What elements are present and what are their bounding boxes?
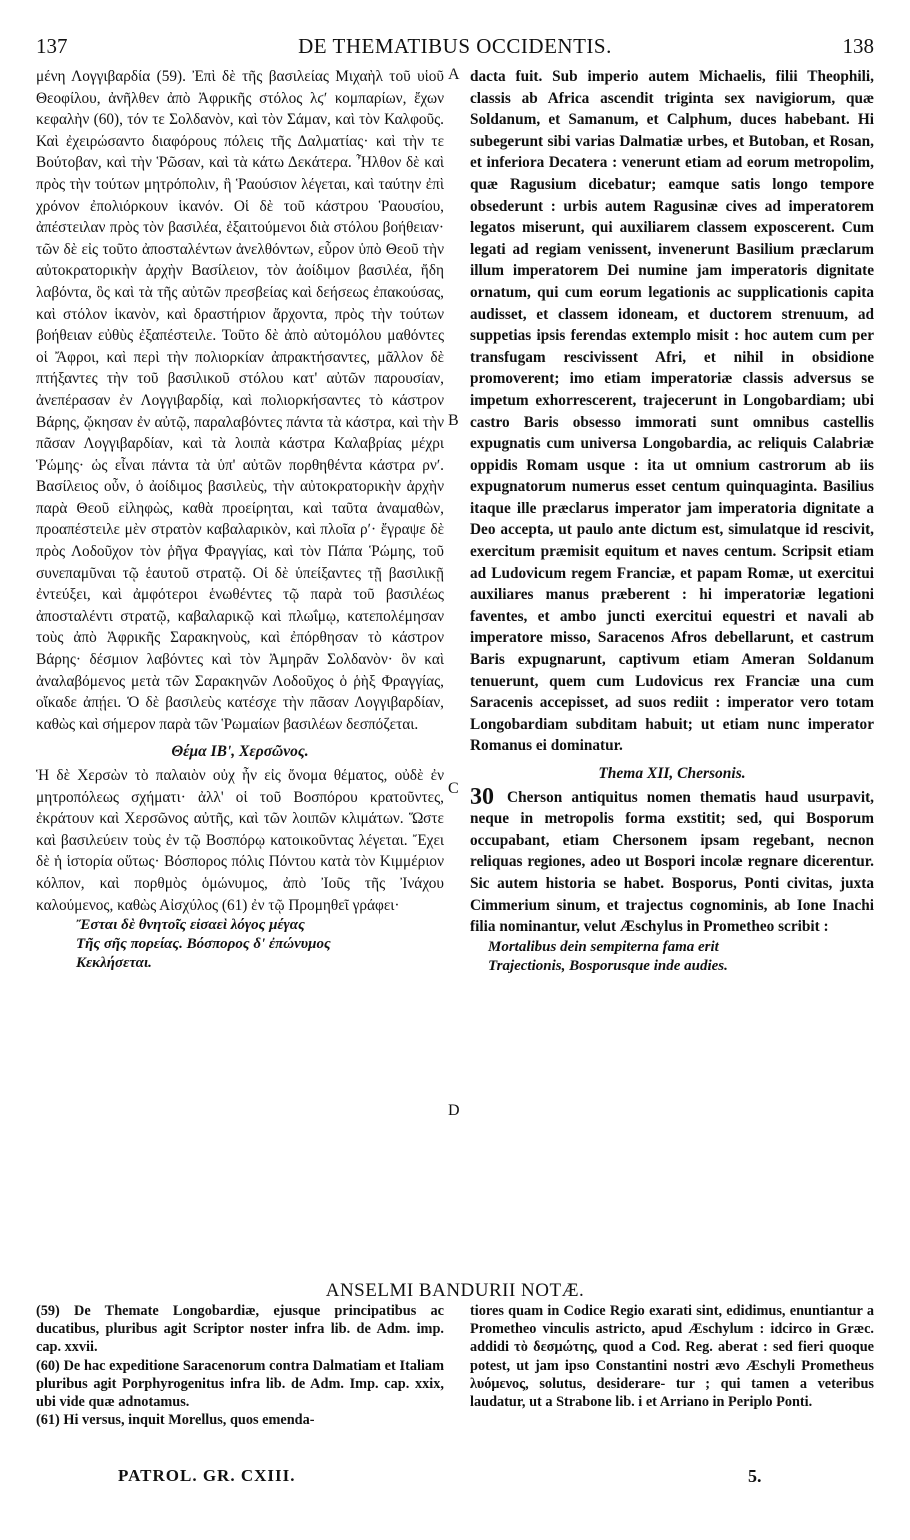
- section-number: 30: [470, 783, 494, 810]
- note-61-continued: tiores quam in Codice Regio exarati sint, edidimus, enuntiantur a Prometheo vinculis astricto, apud Æschylum : idcirco in Græc. addidi τὸ δεσμώτης, quod a Cod. Reg. aberat : sed fieri quoque potest, ut jam ipso Constantini nostri ævo Æschyli Prometheus λυόμενος, solutus, desiderare- tur ; qui tamen a veteribus laudatur, ut a Strabone lib. i et Arriano in Periplo Ponti.: [470, 1303, 874, 1411]
- note-59: (59) De Themate Longobardiæ, ejusque principatibus ac ducatibus, pluribus agit Scriptor noster infra lib. de Adm. imp. cap. xxvii.: [36, 1303, 444, 1356]
- note-61: (61) Hi versus, inquit Morellus, quos emenda-: [36, 1412, 315, 1429]
- latin-column: [470, 66, 874, 976]
- running-header: [36, 34, 874, 60]
- greek-verse-line: Κεκλήσεται.: [76, 955, 152, 972]
- page-number-right: 138: [842, 34, 874, 58]
- latin-verse: [488, 938, 874, 976]
- latin-section-title: Thema XII, Chersonis.: [598, 765, 746, 782]
- running-title: DE THEMATIBUS OCCIDENTIS.: [298, 34, 612, 58]
- notes-left-column: [36, 1302, 444, 1429]
- latin-verse-line: Mortalibus dein sempiterna fama erit: [488, 938, 719, 955]
- footer-signature: 5.: [748, 1466, 762, 1486]
- greek-verse: [76, 916, 444, 973]
- latin-paragraph-1: dacta fuit. Sub imperio autem Michaelis, filii Theophili, classis ab Africa ascendit triginta sex navigiorum, quæ Soldanum, et Samanum, et Calphum, duces habebant. Hi subegerunt sibi varias Dalmatiæ urbes, et Butoban, et Rosan, et inferiora Decatera : venerunt etiam ad eorum metropolim, quæ Ragusium dicebatur; eamque satis longo tempore obsederunt : urbis autem Ragusinæ cives ad imperatorem legatos miserunt, qui auxiliarem classem exposcerent. Cum legati ad regiam venissent, invenerunt Basilium præclarum illum imperatorem Dei numine jam imperatoris dignitate ornatum, qui cum eorum legationis ac supplicationis capita audisset, et classem idoneam, et ductorem strenuum, ad suppetias ipsis ferendas extemplo misit : hoc autem cum per transfugam rescivissent Afri, et nihil in obsidione promoverent; imo etiam imperatoriæ classis adversus se impetum exhorrescerent, trajecerunt in Longobardiam; ubi castro Baris obsesso immorati sunt omnibus castellis expugnatis cum universa Longobardia, ac reliquis Calabriæ oppidis Romam usque : ita ut omnium castrorum ab iis expugnatorum numerus esset centum quinquaginta. Basilius itaque ille præclarus imperator jam imperatoria dignitate a Deo accepta, ut paulo ante dictum est, simulatque id rescivit, exercitum præmisit equitum et naves centum. Scripsit etiam ad Ludovicum regem Franciæ, et papam Romæ, ut exercitui auxiliares manus præberent : hi imperatoriæ legationi faventes, et ambo juncti exercitui equestri et navali ab imperatore misso, Saracenos Afros debellarunt, et castrum Baris expugnarunt, captivum etiam Ameran Soldanum tenuerunt, quem cum Ludovicus rex Franciæ una cum Saracenis accepisset, ad suos rediit : imperator vero totam Longobardiam subditam habuit; ut etiam nunc imperator Romanus ei dominatur.: [470, 68, 874, 755]
- greek-section-title: Θέμα ΙΒʹ, Χερσῶνος.: [171, 743, 309, 761]
- latin-paragraph-2-text: Cherson antiquitus nomen thematis haud usurpavit, neque in metropolis forma exstitit; sed, qui Bosporum occupabant, etiam Chersonem ipsam regebant, necnon reliquas regiones, adeo ut Bospori incolæ regnare dicerentur. Sic autem historia se habet. Bosporus, Ponti civitas, juxta Cimmerium sinum, et trajectus cognominis, ab Ione Inachi filia nominantur, velut Æschylus in Prometheo scribit :: [470, 788, 874, 936]
- margin-mark-c: C: [448, 780, 459, 797]
- greek-paragraph-2: Ἡ δὲ Χερσὼν τὸ παλαιὸν οὐχ ἦν εἰς ὄνομα θέματος, οὐδὲ ἐν μητροπόλεως σχήματι· ἀλλ' οἱ τοῦ Βοσπόρου κρατοῦντες, ἐκράτουν καὶ Χερσῶνος αὐτῆς, καὶ τῶν λοιπῶν κλιμάτων. Ὥστε καὶ βασιλεύειν τοὺς ἐν τῷ Βοσπόρῳ κατοικοῦντας λέγεται. Ἔχει δὲ ἡ ἱστορία οὕτως· Βόσπορος πόλις Πόντου κατὰ τὸν Κιμμέριον κόλπον, καὶ πορθμὸς ὁμώνυμος, ἀπὸ Ἰοῦς τῆς Ἰνάχου καλούμενος, καθὼς Αἰσχύλος (61) ἐν τῷ Προμηθεῖ γράφει·: [36, 767, 444, 914]
- margin-mark-a: A: [448, 66, 460, 83]
- margin-mark-b: B: [448, 412, 459, 429]
- greek-column: [36, 66, 444, 973]
- greek-paragraph-1: μένη Λογγιβαρδία (59). Ἐπὶ δὲ τῆς βασιλείας Μιχαὴλ τοῦ υἱοῦ Θεοφίλου, ἀνῆλθεν ἀπὸ Ἀφρικῆς στόλος λϛʹ κομπαρίων, ἔχων κεφαλὴν (60), τόν τε Σολδανὸν, καὶ τὸν Σάμαν, καὶ τὸν Καλφοῦς. Καὶ ἐχειρώσαντο διαφόρους πόλεις τῆς Δαλματίας· καὶ τὴν τε Βούτοβαν, καὶ τὴν Ῥῶσαν, καὶ τὰ κάτω Δεκάτερα. Ἦλθον δὲ καὶ πρὸς τὴν τούτων μητρόπολιν, ἣ Ῥαούσιον λέγεται, καὶ ταύτην ἐπὶ χρόνον ἐπολιόρκουν ἱκανόν. Οἱ δὲ τοῦ κάστρου Ῥαουσίου, ἀπέστειλαν πρὸς τὸν βασιλέα, ἐξαιτούμενοι διὰ στόλου βοήθειαν· τῶν δὲ εἰς τοῦτο ἀποσταλέντων ἀνελθόντων, εὗρον ὑπὸ Θεοῦ τὴν αὐτοκρατορικὴν ἀρχὴν Βασίλειον, τὸν ἀοίδιμον βασιλέα, ἤδη λαβόντα, ὃς καὶ τὰ τῆς αὐτῶν πρεσβείας καὶ δεήσεως ἐπακούσας, καὶ στόλον ἱκανὸν, καὶ δραστήριον ἄρχοντα, πρὸς τὴν τούτων βοήθειαν εὐθὺς ἐξαπέστειλε. Τοῦτο δὲ ἀπὸ αὐτομόλου μαθόντες οἱ Ἄφροι, καὶ περὶ τὴν πολιορκίαν ἀπρακτήσαντες, μᾶλλον δὲ πτήξαντες τὴν τοῦ βασιλικοῦ στόλου κατ' αὐτῶν παρουσίαν, ἀνεπέρασαν ἐν Λογγιβαρδίᾳ, καὶ πολιορκήσαντες τὸ κάστρον Βάρης, ᾤκησαν ἐν αὐτῷ, παραλαβόντες πάντα τὰ κάστρα, καὶ τὴν πᾶσαν Λογγιβαρδίαν, καὶ τὰ λοιπὰ κάστρα Καλαβρίας μέχρι Ῥώμης· ὡς εἶναι πάντα τὰ ὑπ' αὐτῶν πορθηθέντα κάστρα ρνʹ. Βασίλειος οὖν, ὁ ἀοίδιμος βασιλεὺς, τὴν αὐτοκρατορικὴν ἀρχὴν παρὰ Θεοῦ εἰληφὼς, καθὰ προείρηται, καὶ ταῦτα ἀναμαθὼν, προαπέστειλε μὲν στρατὸν καβαλαρικὸν, καὶ πλοῖα ρʹ· ἔγραψε δὲ πρὸς Λοδοῦχον τὸν ῥῆγα Φραγγίας, καὶ τὸν Πάπα Ῥώμης, τοῦ συνεπαμῦναι τῷ ἑαυτοῦ στρατῷ. Οἱ δὲ ὑπείξαντες τῇ βασιλικῇ ἐντεύξει, καὶ ἀμφότεροι ἑνωθέντες τῷ παρὰ τοῦ βασιλέως ἀποσταλέντι στρατῷ, καβαλαρικῷ καὶ πλωΐμῳ, κατεπολέμησαν τοὺς ἀπὸ Ἀφρικῆς Σαρακηνοὺς, καὶ ἐπόρθησαν τὸ κάστρον Βάρης· δέσμιον λαβόντες καὶ τὸν Ἀμηρᾶν Σολδανὸν· ὃν καὶ ἀναλαβόμενος μετὰ τῶν Σαρακηνῶν Λοδοῦχος ὁ ῥὴξ Φραγγίας, οἴκαδε ἀπῄει. Ὁ δὲ βασιλεὺς κατέσχε τὴν πᾶσαν Λογγιβαρδίαν, καθὼς καὶ σήμερον παρὰ τῶν Ῥωμαίων βασιλέων δεσπόζεται.: [36, 68, 444, 733]
- greek-verse-line: Τῆς σῆς πορείας. Βόσπορος δ' ἐπώνυμος: [76, 936, 331, 953]
- greek-verse-line: Ἔσται δὲ θνητοῖς εἰσαεὶ λόγος μέγας: [76, 917, 305, 934]
- margin-mark-d: D: [448, 1102, 460, 1119]
- latin-verse-line: Trajectionis, Bosporusque inde audies.: [488, 957, 728, 974]
- footer-series-label: PATROL. GR. CXIII.: [118, 1466, 296, 1485]
- page-number-left: 137: [36, 34, 68, 58]
- notes-right-column: [470, 1302, 874, 1411]
- note-60: (60) De hac expeditione Saracenorum contra Dalmatiam et Italiam pluribus agit Porphyrogenitus infra lib. de Adm. Imp. cap. xxix, ubi vide quæ adnotamus.: [36, 1357, 444, 1411]
- latin-paragraph-2: [470, 783, 874, 938]
- notes-heading: ANSELMI BANDURII NOTÆ.: [325, 1280, 585, 1301]
